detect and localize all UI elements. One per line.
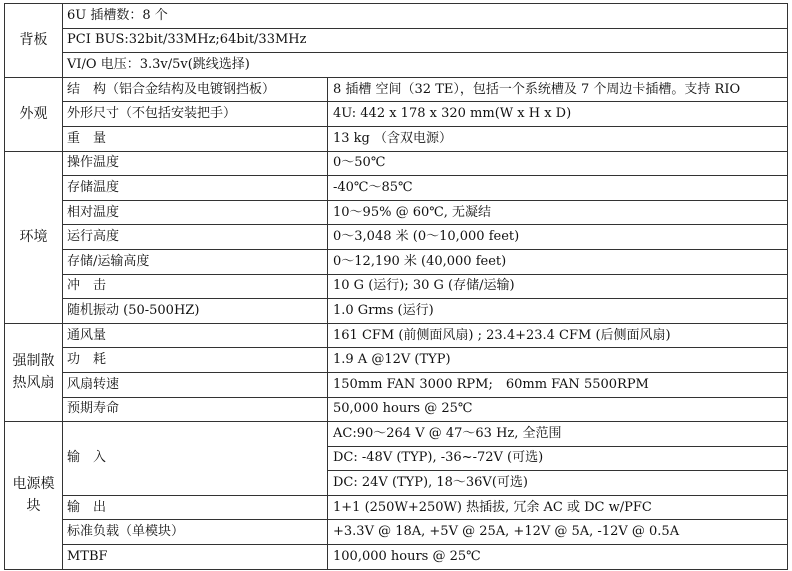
row-value: 0～12,190 米 (40,000 feet) bbox=[328, 249, 788, 274]
row-value: -40℃～85℃ bbox=[328, 176, 788, 201]
row-label: 存储温度 bbox=[63, 176, 328, 201]
row-value: 100,000 hours @ 25℃ bbox=[328, 545, 788, 570]
backplane-vio-voltage: VI/O 电压：3.3v/5v(跳线选择) bbox=[63, 53, 788, 78]
row-value: 10～95% @ 60℃, 无凝结 bbox=[328, 200, 788, 225]
table-row bbox=[5, 126, 788, 151]
table-row bbox=[5, 53, 788, 78]
row-label: 相对温度 bbox=[63, 200, 328, 225]
row-value: 13 kg （含双电源） bbox=[328, 126, 788, 151]
row-value: 0～50℃ bbox=[328, 151, 788, 176]
table-row bbox=[5, 348, 788, 373]
category-power: 电源模块 bbox=[5, 422, 63, 570]
row-value: 4U: 442 x 178 x 320 mm(W x H x D) bbox=[328, 102, 788, 127]
table-row bbox=[5, 545, 788, 570]
table-row bbox=[5, 495, 788, 520]
row-value: 161 CFM (前侧面风扇) ; 23.4+23.4 CFM (后侧面风扇) bbox=[328, 323, 788, 348]
row-value: 10 G (运行); 30 G (存储/运输) bbox=[328, 274, 788, 299]
row-value: 150mm FAN 3000 RPM; 60mm FAN 5500RPM bbox=[328, 372, 788, 397]
row-label: 重 量 bbox=[63, 126, 328, 151]
category-backplane: 背板 bbox=[5, 4, 63, 78]
row-label: 功 耗 bbox=[63, 348, 328, 373]
category-appearance: 外观 bbox=[5, 77, 63, 151]
row-label: 标准负载（单模块） bbox=[63, 520, 328, 545]
table-row bbox=[5, 372, 788, 397]
backplane-slots: 6U 插槽数：8 个 bbox=[63, 4, 788, 29]
row-label: 操作温度 bbox=[63, 151, 328, 176]
row-value: DC: -48V (TYP), -36~-72V (可选) bbox=[328, 446, 788, 471]
row-label: 冲 击 bbox=[63, 274, 328, 299]
row-value: +3.3V @ 18A, +5V @ 25A, +12V @ 5A, -12V @ 0.5A bbox=[328, 520, 788, 545]
table-row bbox=[5, 28, 788, 53]
row-label: 输 出 bbox=[63, 495, 328, 520]
backplane-pci-bus: PCI BUS:32bit/33MHz;64bit/33MHz bbox=[63, 28, 788, 53]
table-row bbox=[5, 249, 788, 274]
power-input-label: 输 入 bbox=[63, 422, 328, 496]
table-row bbox=[5, 200, 788, 225]
row-label: 外形尺寸（不包括安装把手） bbox=[63, 102, 328, 127]
table-row bbox=[5, 422, 788, 447]
category-environment: 环境 bbox=[5, 151, 63, 323]
row-value: 1.0 Grms (运行) bbox=[328, 299, 788, 324]
row-value: 50,000 hours @ 25℃ bbox=[328, 397, 788, 422]
table-row bbox=[5, 176, 788, 201]
spec-table bbox=[4, 3, 788, 570]
row-value: 1+1 (250W+250W) 热插拔, 冗余 AC 或 DC w/PFC bbox=[328, 495, 788, 520]
table-row bbox=[5, 77, 788, 102]
table-row bbox=[5, 323, 788, 348]
row-label: 随机振动 (50-500HZ) bbox=[63, 299, 328, 324]
row-value: 1.9 A @12V (TYP) bbox=[328, 348, 788, 373]
row-label: 存储/运输高度 bbox=[63, 249, 328, 274]
row-label: MTBF bbox=[63, 545, 328, 570]
table-row bbox=[5, 274, 788, 299]
row-value: 8 插槽 空间（32 TE），包括一个系统槽及 7 个周边卡插槽。支持 RIO bbox=[328, 77, 788, 102]
table-row bbox=[5, 151, 788, 176]
row-label: 预期寿命 bbox=[63, 397, 328, 422]
table-row bbox=[5, 225, 788, 250]
row-value: 0～3,048 米 (0～10,000 feet) bbox=[328, 225, 788, 250]
category-cooling: 强制散热风扇 bbox=[5, 323, 63, 421]
row-label: 风扇转速 bbox=[63, 372, 328, 397]
row-label: 通风量 bbox=[63, 323, 328, 348]
row-value: DC: 24V (TYP), 18～36V(可选) bbox=[328, 471, 788, 496]
table-row bbox=[5, 520, 788, 545]
row-value: AC:90～264 V @ 47～63 Hz, 全范围 bbox=[328, 422, 788, 447]
row-label: 结 构（铝合金结构及电镀钢挡板） bbox=[63, 77, 328, 102]
table-row bbox=[5, 397, 788, 422]
table-row bbox=[5, 299, 788, 324]
row-label: 运行高度 bbox=[63, 225, 328, 250]
table-row bbox=[5, 4, 788, 29]
table-row bbox=[5, 102, 788, 127]
